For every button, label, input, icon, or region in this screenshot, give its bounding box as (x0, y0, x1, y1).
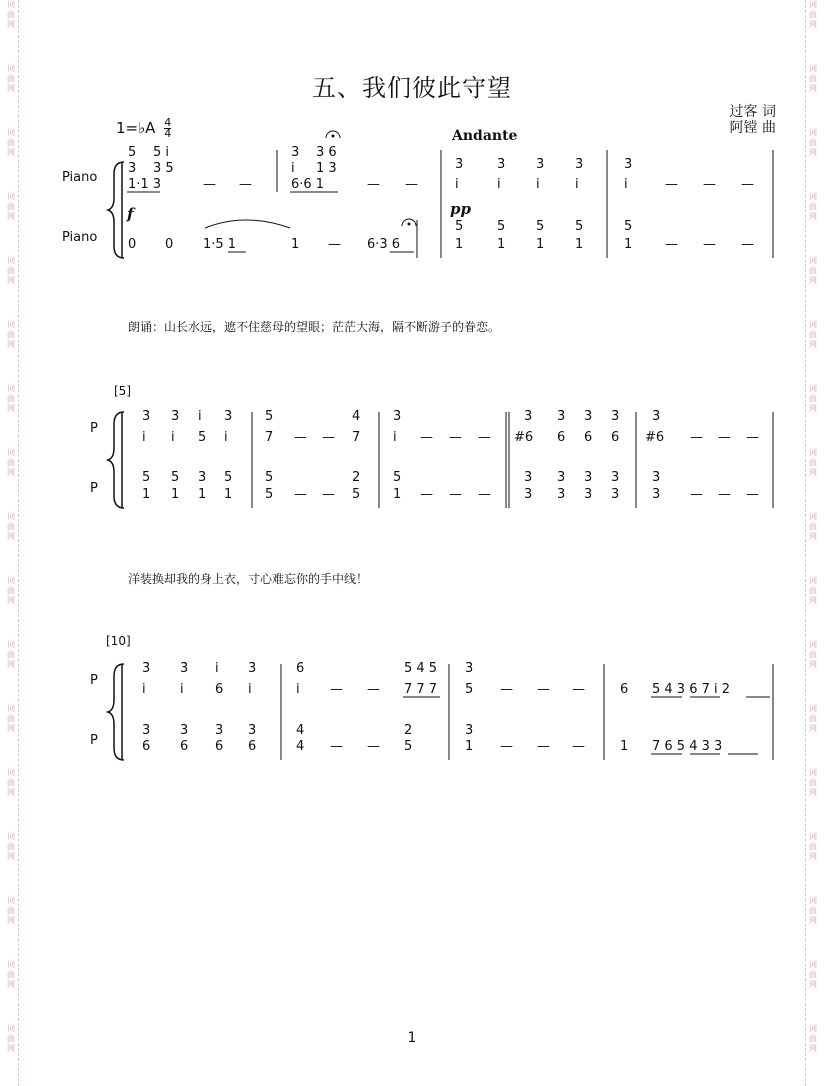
svg-text:3̇: 3̇ (524, 409, 533, 424)
svg-text:i: i (455, 177, 459, 192)
svg-text:i: i (248, 682, 252, 697)
svg-text:—: — (294, 487, 307, 502)
measure-number-10: [10] (106, 634, 131, 648)
watermark-glyphs: 词 曲 网 (7, 384, 15, 413)
watermark-glyphs: 词 曲 网 (7, 832, 15, 861)
svg-text:3: 3 (248, 723, 257, 738)
svg-text:1: 1 (575, 237, 584, 252)
svg-text:—: — (478, 487, 491, 502)
watermark-glyphs: 词 曲 网 (809, 512, 817, 541)
svg-text:5: 5 (265, 470, 274, 485)
svg-text:—: — (330, 682, 343, 697)
svg-text:5: 5 (624, 219, 633, 234)
time-bottom: 4 (164, 127, 172, 140)
watermark-glyphs: 词 曲 网 (7, 960, 15, 989)
instrument-label-upper-3: P (90, 673, 98, 688)
svg-text:7 7 7: 7 7 7 (404, 682, 438, 697)
svg-text:2: 2 (352, 470, 361, 485)
svg-text:—: — (478, 430, 491, 445)
svg-text:6: 6 (215, 682, 224, 697)
svg-text:1·1 3: 1·1 3 (128, 177, 162, 192)
svg-text:1: 1 (198, 487, 207, 502)
svg-text:0: 0 (128, 237, 137, 252)
svg-text:3̇: 3̇ (455, 157, 464, 172)
svg-text:—: — (330, 739, 343, 754)
svg-text:—: — (322, 430, 335, 445)
svg-text:2: 2 (404, 723, 413, 738)
svg-text:—: — (328, 237, 341, 252)
svg-text:3̇: 3̇ (465, 661, 474, 676)
svg-text:3: 3 (215, 723, 224, 738)
svg-text:—: — (665, 237, 678, 252)
watermark-glyphs: 词 曲 网 (809, 320, 817, 349)
svg-text:3̇: 3̇ (624, 157, 633, 172)
svg-text:—: — (537, 682, 550, 697)
watermark-glyphs: 词 曲 网 (7, 448, 15, 477)
svg-text:7: 7 (352, 430, 361, 445)
svg-text:5: 5 (404, 739, 413, 754)
page-title: 五、我们彼此守望 (312, 74, 512, 102)
svg-text:3̇: 3̇ (224, 409, 233, 424)
svg-text:5: 5 (465, 682, 474, 697)
svg-text:5: 5 (224, 470, 233, 485)
svg-text:1: 1 (171, 487, 180, 502)
svg-text:i: i (624, 177, 628, 192)
svg-text:i: i (198, 409, 202, 424)
svg-text:i: i (142, 682, 146, 697)
svg-text:7: 7 (265, 430, 274, 445)
svg-text:1: 1 (624, 237, 633, 252)
svg-text:5̇: 5̇ (265, 409, 274, 424)
svg-text:—: — (420, 430, 433, 445)
svg-text:1: 1 (455, 237, 464, 252)
svg-text:i: i (536, 177, 540, 192)
svg-text:3̇: 3̇ (536, 157, 545, 172)
svg-text:—: — (741, 177, 754, 192)
svg-text:3: 3 (584, 487, 593, 502)
svg-text:4̇: 4̇ (352, 409, 361, 424)
svg-text:3̇: 3̇ (584, 409, 593, 424)
watermark-glyphs: 词 曲 网 (809, 896, 817, 925)
watermark-glyphs: 词 曲 网 (809, 576, 817, 605)
svg-text:3: 3 (611, 487, 620, 502)
svg-text:5: 5 (198, 430, 207, 445)
svg-text:4: 4 (296, 723, 305, 738)
svg-text:—: — (572, 682, 585, 697)
dynamic-forte: f (127, 205, 134, 223)
svg-text:3: 3 (142, 723, 151, 738)
svg-text:3̇: 3̇ (557, 409, 566, 424)
watermark-glyphs: 词 曲 网 (7, 640, 15, 669)
svg-text:5: 5 (455, 219, 464, 234)
watermark-glyphs: 词 曲 网 (809, 192, 817, 221)
svg-text:#6: #6 (514, 430, 534, 445)
svg-text:—: — (449, 487, 462, 502)
svg-text:—: — (500, 682, 513, 697)
svg-text:—: — (203, 177, 216, 192)
instrument-label-lower-2: P (90, 481, 98, 496)
svg-text:5: 5 (142, 470, 151, 485)
instrument-label-upper: Piano (62, 170, 98, 185)
svg-text:6: 6 (584, 430, 593, 445)
svg-text:4: 4 (296, 739, 305, 754)
watermark-glyphs: 词 曲 网 (809, 832, 817, 861)
svg-text:—: — (718, 487, 731, 502)
svg-text:3: 3 (611, 470, 620, 485)
svg-text:3̇: 3̇ (497, 157, 506, 172)
watermark-glyphs: 词 曲 网 (809, 384, 817, 413)
watermark-glyphs: 词 曲 网 (809, 64, 817, 93)
svg-text:6: 6 (611, 430, 620, 445)
svg-text:1: 1 (620, 739, 629, 754)
svg-text:6: 6 (215, 739, 224, 754)
svg-text:i: i (142, 430, 146, 445)
svg-text:—: — (449, 430, 462, 445)
svg-text:3: 3 (557, 470, 566, 485)
lyricist-credit: 过客 词 (729, 104, 776, 120)
recitation-2: 洋装换却我的身上衣，寸心难忘你的手中线！ (128, 572, 369, 586)
svg-text:0: 0 (165, 237, 174, 252)
system-2 (108, 409, 773, 508)
instrument-label-lower-3: P (90, 733, 98, 748)
svg-text:5: 5 (575, 219, 584, 234)
svg-text:—: — (537, 739, 550, 754)
svg-text:i: i (296, 682, 300, 697)
svg-text:5: 5 (171, 470, 180, 485)
svg-text:3: 3 (128, 161, 137, 176)
svg-text:6̇: 6̇ (296, 661, 305, 676)
measure-number-5: [5] (114, 384, 131, 398)
composer-credit: 阿镗 曲 (729, 120, 776, 136)
svg-text:3̇: 3̇ (171, 409, 180, 424)
svg-text:3: 3 (198, 470, 207, 485)
svg-text:—: — (572, 739, 585, 754)
watermark-glyphs: 词 曲 网 (809, 448, 817, 477)
svg-text:i: i (393, 430, 397, 445)
svg-text:5: 5 (536, 219, 545, 234)
svg-text:—: — (367, 682, 380, 697)
svg-text:5̇ 4̇ 5̇: 5̇ 4̇ 5̇ (404, 661, 438, 676)
watermark-glyphs: 词 曲 网 (809, 640, 817, 669)
key-label: 1=♭A (116, 119, 156, 137)
svg-text:3 6: 3 6 (316, 145, 337, 160)
watermark-glyphs: 词 曲 网 (7, 256, 15, 285)
watermark-glyphs: 词 曲 网 (7, 320, 15, 349)
svg-text:3: 3 (291, 145, 300, 160)
svg-text:—: — (718, 430, 731, 445)
page-number: 1 (407, 1030, 417, 1046)
svg-text:5 4 3 6 7 i 2: 5 4 3 6 7 i 2 (652, 682, 731, 697)
watermark-glyphs: 词 曲 网 (809, 704, 817, 733)
svg-text:3̇: 3̇ (652, 409, 661, 424)
svg-text:6: 6 (620, 682, 629, 697)
dynamic-pianissimo: pp (450, 200, 471, 218)
svg-text:1: 1 (536, 237, 545, 252)
watermark-glyphs: 词 曲 网 (7, 128, 15, 157)
instrument-label-upper-2: P (90, 421, 98, 436)
watermark-glyphs: 词 曲 网 (7, 704, 15, 733)
svg-text:3: 3 (557, 487, 566, 502)
svg-text:—: — (690, 487, 703, 502)
svg-text:6: 6 (248, 739, 257, 754)
svg-text:3̇: 3̇ (142, 661, 151, 676)
tempo-marking: Andante (452, 128, 518, 144)
watermark-glyphs: 词 曲 网 (7, 768, 15, 797)
watermark-glyphs: 词 曲 网 (7, 64, 15, 93)
svg-text:5: 5 (265, 487, 274, 502)
svg-text:—: — (420, 487, 433, 502)
svg-text:i: i (224, 430, 228, 445)
time-top: 4 (164, 116, 172, 129)
svg-text:i: i (575, 177, 579, 192)
svg-text:7 6 5 4 3 3: 7 6 5 4 3 3 (652, 739, 723, 754)
svg-text:—: — (405, 177, 418, 192)
svg-text:3: 3 (180, 723, 189, 738)
svg-text:3: 3 (465, 723, 474, 738)
svg-text:3 5: 3 5 (153, 161, 174, 176)
instrument-label-lower: Piano (62, 230, 98, 245)
svg-text:—: — (746, 430, 759, 445)
svg-text:i: i (215, 661, 219, 676)
system-3 (108, 661, 773, 760)
svg-text:i: i (171, 430, 175, 445)
svg-text:—: — (741, 237, 754, 252)
svg-text:3̇: 3̇ (575, 157, 584, 172)
svg-text:6·6 1: 6·6 1 (291, 177, 325, 192)
svg-text:1: 1 (465, 739, 474, 754)
svg-text:3: 3 (524, 487, 533, 502)
watermark-glyphs: 词 曲 网 (7, 512, 15, 541)
watermark-glyphs: 词 曲 网 (7, 896, 15, 925)
svg-text:6: 6 (142, 739, 151, 754)
watermark-glyphs: 词 曲 网 (809, 1024, 817, 1053)
watermark-glyphs: 词 曲 网 (809, 256, 817, 285)
svg-text:3: 3 (524, 470, 533, 485)
svg-text:#6: #6 (645, 430, 665, 445)
watermark-glyphs: 词 曲 网 (7, 1024, 15, 1053)
svg-text:—: — (239, 177, 252, 192)
svg-text:3̇: 3̇ (248, 661, 257, 676)
svg-text:1: 1 (142, 487, 151, 502)
svg-text:5 i: 5 i (153, 145, 170, 160)
watermark-glyphs: 词 曲 网 (7, 576, 15, 605)
svg-text:i: i (291, 161, 295, 176)
watermark-glyphs: 词 曲 网 (809, 0, 817, 29)
svg-text:3̇: 3̇ (611, 409, 620, 424)
svg-text:3̇: 3̇ (393, 409, 402, 424)
svg-text:6: 6 (180, 739, 189, 754)
svg-text:5: 5 (352, 487, 361, 502)
svg-text:—: — (703, 237, 716, 252)
svg-text:3̇: 3̇ (180, 661, 189, 676)
svg-text:5: 5 (497, 219, 506, 234)
svg-text:3̇: 3̇ (142, 409, 151, 424)
svg-text:6·3 6: 6·3 6 (367, 237, 401, 252)
svg-text:—: — (322, 487, 335, 502)
svg-text:—: — (367, 177, 380, 192)
svg-text:1 3: 1 3 (316, 161, 337, 176)
svg-text:5: 5 (128, 145, 137, 160)
svg-text:i: i (497, 177, 501, 192)
svg-text:3: 3 (652, 470, 661, 485)
watermark-glyphs: 词 曲 网 (809, 768, 817, 797)
svg-text:1: 1 (224, 487, 233, 502)
svg-text:—: — (294, 430, 307, 445)
svg-text:—: — (746, 487, 759, 502)
svg-text:—: — (690, 430, 703, 445)
watermark-glyphs: 词 曲 网 (809, 960, 817, 989)
svg-text:—: — (367, 739, 380, 754)
svg-text:i: i (180, 682, 184, 697)
svg-text:3: 3 (652, 487, 661, 502)
svg-text:6: 6 (557, 430, 566, 445)
watermark-glyphs: 词 曲 网 (7, 0, 15, 29)
watermark-glyphs: 词 曲 网 (809, 128, 817, 157)
recitation-1: 朗诵：山长水远，遮不住慈母的望眼；茫茫大海，隔不断游子的眷恋。 (128, 320, 501, 334)
svg-text:—: — (703, 177, 716, 192)
svg-text:3: 3 (584, 470, 593, 485)
svg-text:1: 1 (497, 237, 506, 252)
svg-text:1: 1 (393, 487, 402, 502)
svg-text:—: — (665, 177, 678, 192)
watermark-glyphs: 词 曲 网 (7, 192, 15, 221)
svg-text:1: 1 (291, 237, 300, 252)
svg-text:5: 5 (393, 470, 402, 485)
svg-text:1·5 1: 1·5 1 (203, 237, 237, 252)
svg-text:—: — (500, 739, 513, 754)
